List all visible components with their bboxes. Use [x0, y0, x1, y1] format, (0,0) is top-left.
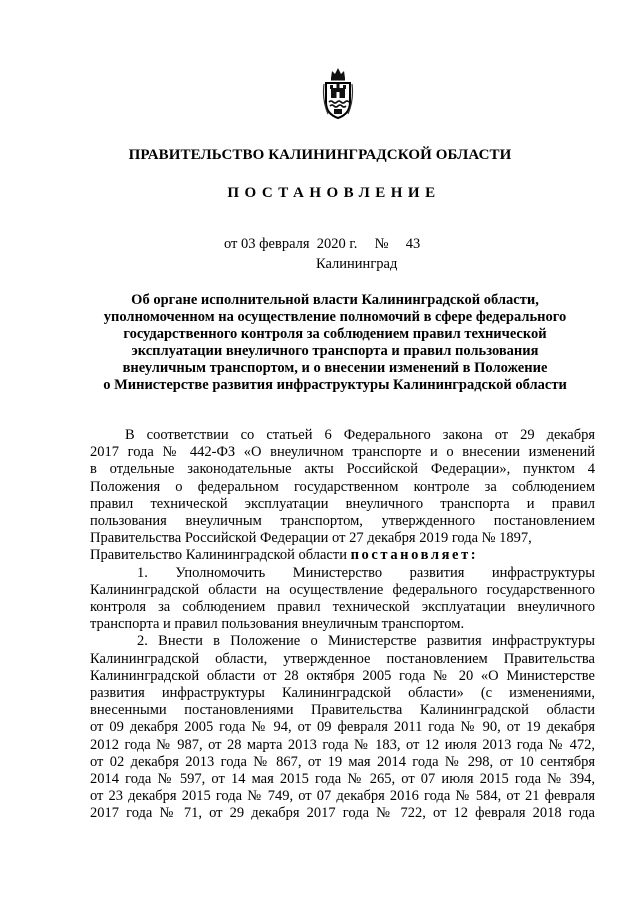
date-line: [224, 236, 420, 253]
document-type: ПОСТАНОВЛЕНИЕ: [227, 185, 441, 201]
body-line: Положения о федеральном государственном контроле за соблюдением: [90, 478, 595, 495]
body-line: 2017 года № 442-ФЗ «О внеуличном транспорте и о внесении изменений: [90, 444, 595, 461]
item-2-line: Калининградской области, утвержденное постановлением Правительства: [90, 650, 595, 667]
document-title: [60, 292, 610, 394]
item-2-line: 2014 года № 597, от 14 мая 2015 года № 265, от 07 июля 2015 года № 394,: [90, 771, 595, 788]
document-body: [90, 427, 595, 823]
item-2-line: 2017 года № 71, от 29 декабря 2017 года № 722, от 12 февраля 2018 года: [90, 805, 595, 822]
title-line: внеуличным транспортом, и о внесении изменений в Положение: [122, 360, 548, 376]
body-line: правил технической эксплуатации внеуличного транспорта и правил: [90, 495, 595, 512]
decree-line: [90, 547, 595, 564]
item-2-line: развития инфраструктуры Калининградской области» (с изменениями,: [90, 685, 595, 702]
item-1-line: транспорта и правил пользования внеуличным транспортом.: [90, 616, 465, 633]
organization-name: ПРАВИТЕЛЬСТВО КАЛИНИНГРАДСКОЙ ОБЛАСТИ: [128, 147, 512, 163]
item-2-line: от 02 декабря 2013 года № 867, от 19 мая 2014 года № 298, от 10 сентября: [90, 753, 595, 770]
document-number: 43: [405, 236, 421, 252]
item-1-line: Калининградской области на осуществление федерального государственного: [90, 581, 595, 598]
city: Калининград: [316, 256, 398, 272]
title-line: о Министерстве развития инфраструктуры Калининградской области: [103, 377, 567, 393]
date-prefix: от: [224, 236, 238, 252]
item-2-line: Калининградской области от 28 октября 2005 года № 20 «О Министерстве: [90, 667, 595, 684]
title-line: государственного контроля за соблюдением правил технической: [123, 326, 547, 342]
body-line: Правительства Российской Федерации от 27 декабря 2019 года № 1897,: [90, 530, 532, 547]
body-line: В соответствии со статьей 6 Федерального закона от 29 декабря: [125, 427, 595, 443]
decree-verb: постановляет:: [350, 547, 479, 564]
item-1-line: контроля за соблюдением правил технической эксплуатации внеуличного: [90, 599, 595, 616]
item-2-line: от 23 декабря 2015 года № 749, от 07 декабря 2016 года № 584, от 21 февраля: [90, 788, 595, 805]
title-line: уполномоченном на осуществление полномочий в сфере федерального: [103, 309, 567, 325]
body-line: в отдельные законодательные акты Российской Федерации», пунктом 4: [90, 461, 595, 478]
title-line: Об органе исполнительной власти Калининградской области,: [131, 292, 539, 308]
item-2-line: внесенными постановлениями Правительства Калининградской области: [90, 702, 595, 719]
number-sign: №: [374, 236, 389, 252]
document-date: 03 февраля 2020 г.: [241, 236, 358, 252]
body-line: пользования внеуличным транспортом, утвержденного постановлением: [90, 513, 595, 530]
coat-of-arms-icon: [322, 64, 354, 122]
title-line: эксплуатации внеуличного транспорта и правил пользования: [131, 343, 539, 359]
item-2-line: 2. Внести в Положение о Министерстве развития инфраструктуры: [137, 633, 595, 650]
item-2-line: от 09 декабря 2005 года № 94, от 09 февраля 2011 года № 90, от 19 декабря: [90, 719, 595, 736]
decree-lead: Правительство Калининградской области: [90, 547, 347, 564]
item-1-line: 1. Уполномочить Министерство развития инфраструктуры: [137, 564, 595, 581]
item-2-line: 2012 года № 987, от 28 марта 2013 года № 183, от 12 июля 2013 года № 472,: [90, 736, 595, 753]
